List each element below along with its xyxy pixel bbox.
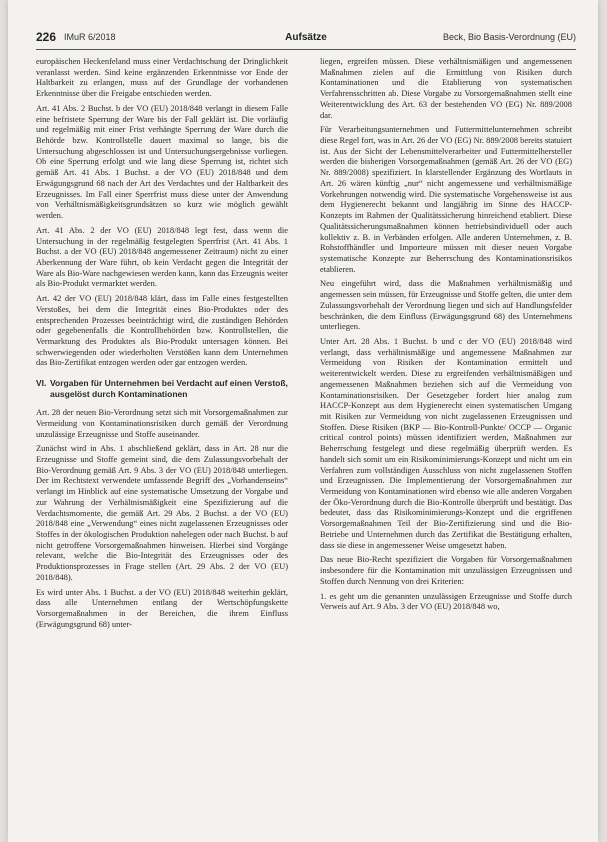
- paragraph: Zunächst wird in Abs. 1 abschließend geklärt, dass in Art. 28 nur die Erzeugnisse und Stoffe gemeint sind, die dem Zulassungsvorbehalt der Bio-Verordnung gemäß Art. 9 Abs. 3 der VO (EU) 2018/848 unterliegen. Der im Rechtstext verwendete umfassende Begriff des „Vorhandenseins“ verlangt im Hinblick auf eine systematische Umsetzung der Vorgabe und zur Wahrung der Verhältnismäßigkeit eine Spezifizierung auf die Verdachtsmomente, die gemäß Art. 29 Abs. 2 Buchst. a der VO (EU) 2018/848 eine „Verwendung“ eines nicht zugelassenen Erzeugnisses oder Stoffes in der ökologischen Produktion nahelegen oder nach Buchst. b auf nicht getroffene Vorsorgemaßnahmen hinweisen. Hierbei sind Vorgänge relevant, welche die Bio-Integrität des Erzeugnisses oder des Produktionsprozesses in Frage stellen (Art. 29 Abs. 2 der VO (EU) 2018/848).: [36, 443, 288, 582]
- right-column: [320, 56, 572, 616]
- page-header: [36, 30, 576, 48]
- paragraph: liegen, ergreifen müssen. Diese verhältnismäßigen und angemessenen Maßnahmen zielen auf die Ermittlung von Risiken durch Kontaminationen und die Etablierung von systematischen Verfahrensschritten ab. Diese Vorgabe zu Vorsorgemaßnahmen stellt eine Weiterentwicklung des Art. 63 der bestehenden VO (EG) Nr. 889/2008 dar.: [320, 56, 572, 120]
- section-heading: [36, 378, 288, 399]
- paragraph: europäischen Heckenfeland muss einer Verdachtschung der Dringlichkeit veranlasst werden. Sind keine ergänzenden Erkenntnisse vor Ende der Haltbarkeit zu erlangen, muss auf der Grundlage der vorhandenen Erkenntnisse über die Freigabe entschieden werden.: [36, 56, 288, 99]
- journal-name: IMuR 6/2018: [64, 32, 116, 42]
- section-heading-number: VI.: [36, 378, 47, 389]
- running-title: Beck, Bio Basis-Verordnung (EU): [442, 32, 576, 42]
- header-divider: [36, 49, 576, 50]
- paragraph: Neu eingeführt wird, dass die Maßnahmen verhältnismäßig und angemessen sein müssen, für Erzeugnisse und Stoffe gelten, die unter dem Zulassungsvorbehalt der Verordnung liegen und sich auf Handlungsfelder beschränken, die dem Einfluss (Erwägungsgrund 68) des Unternehmens unterliegen.: [320, 278, 572, 332]
- left-column: [36, 56, 288, 634]
- paragraph: Art. 28 der neuen Bio-Verordnung setzt sich mit Vorsorgemaßnahmen zur Vermeidung von Kontaminationsrisiken durch gemäß der Verordnung unzulässige Erzeugnisse und Stoffe auseinander.: [36, 407, 288, 439]
- paragraph: Unter Art. 28 Abs. 1 Buchst. b und c der VO (EU) 2018/848 wird verlangt, dass verhältnismäßige und angemessene Maßnahmen zur Vermeidung von Risiken der Kontamination ermittelt und weiterentwickelt werden. Diese zu ergreifenden verhältnismäßigen und angemessenen Maßnahmen beziehen sich auf die Vermeidung von Kontaminationsrisiken. Der Gesetzgeber fordert hier analog zum HACCP-Konzept aus dem Hygienerecht einen systematischen Umgang mit Risiken zur Vermeidung von nicht zugelassenen Erzeugnissen und Stoffen. Diese Risiken (BKP — Bio-Kontroll-Punkte/ OCCP — Organic critical control points) müssen identifiziert werden, Maßnahmen zur Beherrschung festgelegt und diese regelmäßig überprüft werden. Es handelt sich somit um ein Risikominimierungs-Konzept und nicht um ein Verfahren zum vollständigen Ausschluss von nicht zugelassenen Stoffen und Erzeugnissen. Die Implementierung der Vorsorgemaßnahmen zur Vermeidung von Kontaminationen wird ebenso wie alle anderen Vorgaben der Öko-Verordnung durch die Bio-Kontrolle überprüft und bestätigt. Das bedeutet, dass das Risikominimierungs-Konzept und die ergriffenen Vorsorgemaßnahmen Teil der Bio-Zertifizierung sind und die Bio-Betriebe und Unternehmen durch das Zertifikat die Bestätigung erhalten, dass sie diese in angemessener Weise umgesetzt haben.: [320, 335, 572, 550]
- paragraph: Für Verarbeitungsunternehmen und Futtermittelunternehmen schreibt diese Regel fort, was in Art. 26 der VO (EG) Nr. 889/2008 bereits statuiert ist. Aus der Sicht der Lebensmittelverarbeiter und Futtermittelhersteller werden die bisherigen Vorsorgemaßnahmen (gemäß Art. 26 der VO (EG) Nr. 889/2008) spezifiziert. In klarstellender Ergänzung des Wortlauts in Art. 26 wären künftig „nur“ nicht angemessene und verhältnismäßige Vorkehrungen notwendig wird. Die systematische Vorgehensweise ist aus dem Hygienerecht bekannt und langjährig im Sinne des HACCP-Konzepts im Rahmen der Qualitätssicherung hinreichend etabliert. Diese Qualitätssicherungsmaßnahmen können betriebsindividuell oder auch kollektiv z. B. in Verbänden erfolgen. Alle anderen Unternehmen, z. B. Rohstoffhändler und Importeure müssen mit dieser neuen Vorgabe systematische Konzepte zur Beherrschung des Kontaminationsrisikos etablieren.: [320, 124, 572, 274]
- paragraph: Das neue Bio-Recht spezifiziert die Vorgaben für Vorsorgemaßnahmen insbesondere für die Kontamination mit unzulässigen Erzeugnissen und Stoffen durch Nennung von drei Kriterien:: [320, 554, 572, 586]
- list-item: 1. es geht um die genannten unzulässigen Erzeugnisse und Stoffe durch Verweis auf Art. 9 Abs. 3 der VO (EU) 2018/848 wo,: [320, 590, 572, 612]
- page-number: 226: [36, 30, 57, 44]
- paragraph: Art. 41 Abs. 2 der VO (EU) 2018/848 legt fest, dass wenn die Untersuchung in der regelmäßig festgelegten Sperrfrist (Art. 41 Abs. 1 Buchst. a der VO (EU) 2018/848 angemessener Zeitraum) nicht zu einer Aberkennung der Ware führt, ob kein Verdacht gegen die Integrität der Ware als Bio-Ware nachgewiesen werden kann, kann das Erzeugnis weiter als Bio-Produkt vermarktet werden.: [36, 224, 288, 289]
- paragraph: Art. 41 Abs. 2 Buchst. b der VO (EU) 2018/848 verlangt in diesem Falle eine befristete Sperrung der Ware bis der Fall geklärt ist. Die vorläufig und regelmäßig mit einer Frist verhängte Sperrung der Ware durch die Behörde bzw. Kontrollstelle dauert maximal so lange, bis die Untersuchung abgeschlossen ist und Untersuchungsergebnisse vorliegen. Ob eine Sperrung erfolgt und wie lang diese Sperrung ist, richtet sich gemäß Art. 41 Abs. 1 Buchst. a der VO (EU) 2018/848 und dem Erwägungsgrund 68 nach der Art des Verdachtes und der Haltbarkeit des Erzeugnisses. Im Fall einer Sperrfrist muss diese unter der Anwendung von Verhältnismäßigkeitsgrundsätzen so kurz wie möglich gewählt werden.: [36, 102, 288, 221]
- section-heading-text: Vorgaben für Unternehmen bei Verdacht auf einen Verstoß, ausgelöst durch Kontaminationen: [50, 378, 288, 399]
- paragraph: Es wird unter Abs. 1 Buchst. a der VO (EU) 2018/848 weiterhin geklärt, dass alle Unternehmen entlang der Wertschöpfungskette Vorsorgemaßnahmen in der Bereichen, die ihrem Einfluss (Erwägungsgrund 68) unter-: [36, 586, 288, 629]
- paragraph: Art. 42 der VO (EU) 2018/848 klärt, dass im Falle eines festgestellten Verstoßes, bei dem die Integrität eines Bio-Produktes oder des entsprechenden Prozesses beeinträchtigt wird, die zuständigen Behörden oder gegebenenfalls die Kontrollbehörden bzw. Kontrollstellen, die Vermarktung des Produktes als Bio-Produkt untersagen können. Bei schwerwiegenden oder wiederholten Verstößen kann dem Unternehmen das Bio-Zertifikat entzogen werden oder gar entzogen werden.: [36, 293, 288, 368]
- section-label: Aufsätze: [285, 32, 327, 43]
- journal-page: [8, 0, 598, 842]
